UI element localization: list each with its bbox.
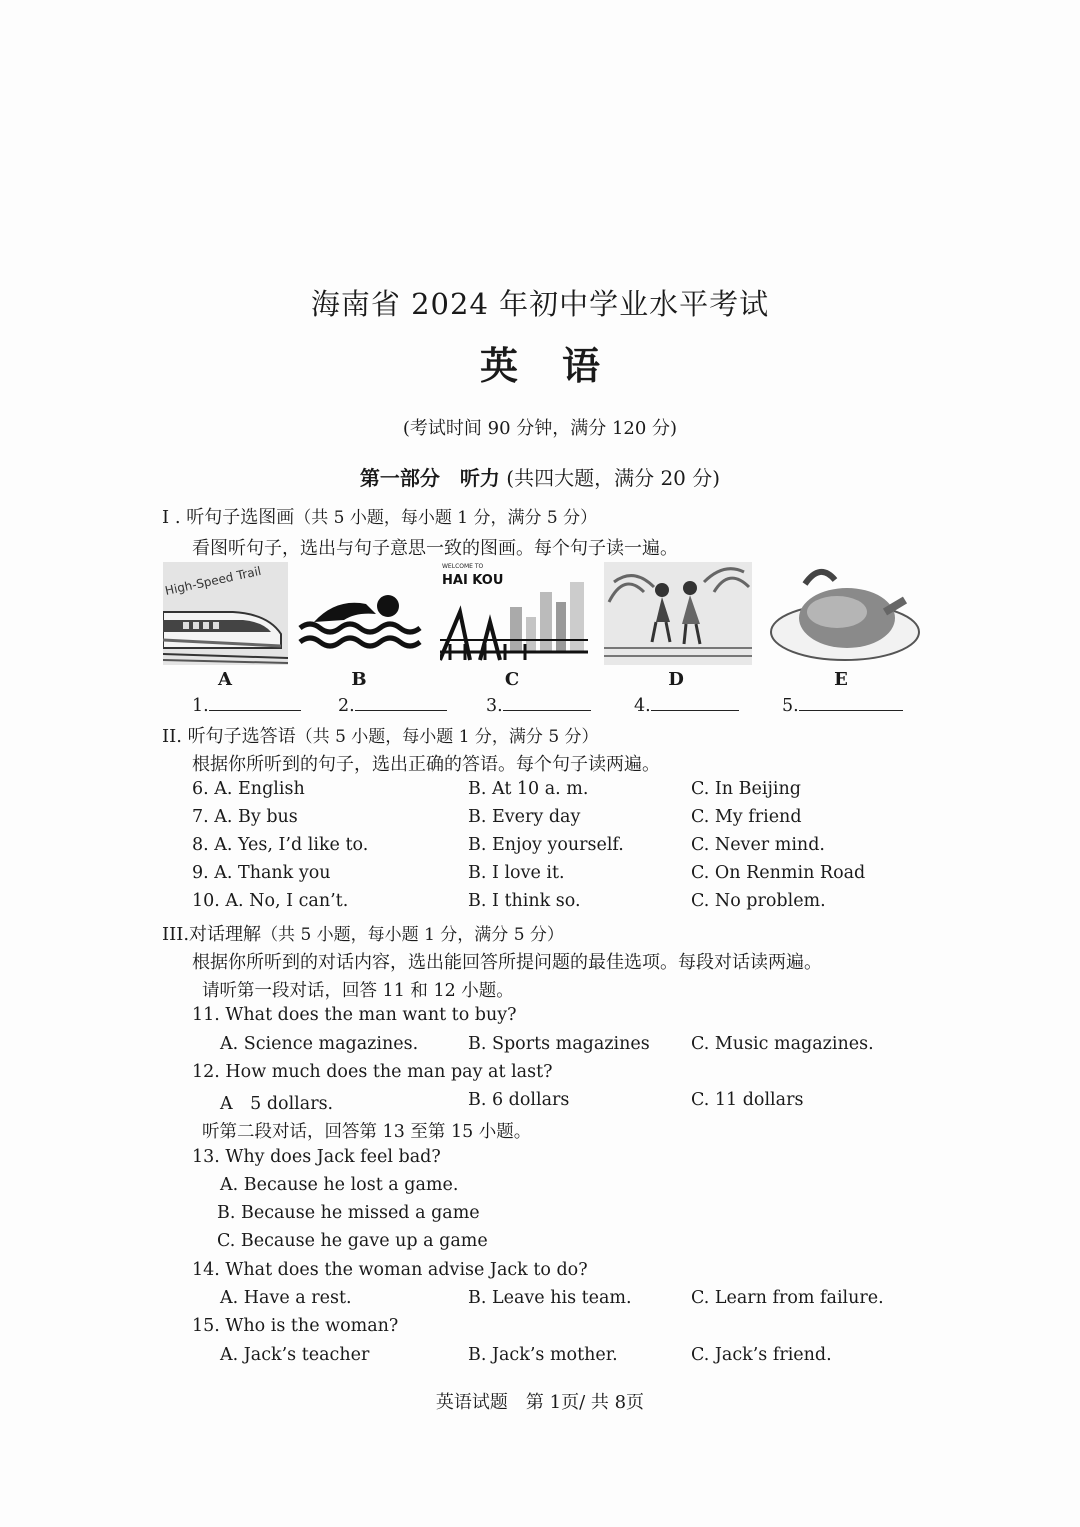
q14-option-a: A. Have a rest. (220, 1288, 352, 1308)
section1-heading (162, 503, 597, 529)
q11-option-a: A. Science magazines. (220, 1034, 419, 1054)
section2-heading (162, 722, 599, 748)
q11-option-b: B. Sports magazines (468, 1034, 650, 1054)
section3-note: （共 5 小题，每小题 1 分，满分 5 分） (261, 925, 564, 945)
section2-note: （共 5 小题，每小题 1 分，满分 5 分） (295, 727, 599, 747)
q7-option-b: B. Every day (468, 807, 581, 827)
train-icon (163, 562, 288, 665)
q13-option-b: B. Because he missed a game (217, 1203, 480, 1223)
q11-option-c: C. Music magazines. (691, 1034, 874, 1054)
part-heading-bold: 第一部分 听力 (359, 466, 500, 490)
exam-subject: 英语 (479, 343, 644, 388)
q6-option-c: C. In Beijing (691, 779, 801, 799)
q7-option-c: C. My friend (691, 807, 802, 827)
section1-instruction: 看图听句子，选出与句子意思一致的图画。每个句子读一遍。 (192, 538, 678, 559)
q15-option-a: A. Jack’s teacher (220, 1345, 370, 1365)
blank-line (355, 694, 447, 711)
q14-option-b: B. Leave his team. (468, 1288, 632, 1308)
part-heading-note: (共四大题，满分 20 分) (499, 466, 721, 490)
answer-blank-3[interactable] (486, 694, 591, 716)
dancers-icon (604, 562, 752, 665)
q13-question: 13. Why does Jack feel bad? (192, 1147, 441, 1167)
q11-question: 11. What does the man want to buy? (192, 1005, 517, 1025)
city-skyline-icon (440, 562, 588, 665)
picture-label-b: B (351, 669, 367, 690)
picture-label-c: C (504, 669, 520, 690)
train-caption: High-Speed Trail (163, 563, 263, 598)
q14-option-c: C. Learn from failure. (691, 1288, 884, 1308)
q8-option-c: C. Never mind. (691, 835, 825, 855)
answer-blank-4[interactable] (634, 694, 739, 716)
picture-label-a: A (218, 669, 232, 690)
section1-note: （共 5 小题，每小题 1 分，满分 5 分） (294, 508, 598, 528)
q6-option-b: B. At 10 a. m. (468, 779, 589, 799)
picture-a (163, 562, 288, 665)
exam-title: 海南省 2024 年初中学业水平考试 (310, 287, 770, 321)
dialog1-instruction: 请听第一段对话，回答 11 和 12 小题。 (202, 981, 514, 1001)
q12-option-c: C. 11 dollars (691, 1090, 804, 1110)
q6-option-a: 6. A. English (192, 779, 305, 799)
q12-question: 12. How much does the man pay at last? (192, 1062, 553, 1082)
section2-instruction: 根据你所听到的句子，选出正确的答语。每个句子读两遍。 (192, 754, 660, 775)
picture-b (296, 562, 424, 665)
picture-d (604, 562, 752, 665)
blank-line (503, 694, 591, 711)
q12-option-a: A 5 dollars. (220, 1094, 334, 1114)
q9-option-b: B. I love it. (468, 863, 565, 883)
blank-number: 1. (192, 696, 209, 716)
section3-heading (162, 920, 564, 946)
blank-number: 4. (634, 696, 651, 716)
page-footer: 英语试题 第 1页/ 共 8页 (435, 1392, 645, 1413)
picture-c (440, 562, 588, 665)
section3-title: III.对话理解 (162, 924, 262, 945)
section1-title: I . 听句子选图画 (162, 507, 295, 528)
q15-option-b: B. Jack’s mother. (468, 1345, 618, 1365)
answer-blank-5[interactable] (782, 694, 903, 716)
answer-blank-2[interactable] (338, 694, 447, 716)
q15-question: 15. Who is the woman? (192, 1316, 399, 1336)
q14-question: 14. What does the woman advise Jack to do? (192, 1260, 588, 1280)
q12-option-b: B. 6 dollars (468, 1090, 570, 1110)
q15-option-c: C. Jack’s friend. (691, 1345, 832, 1365)
q13-option-a: A. Because he lost a game. (220, 1175, 459, 1195)
section3-instruction: 根据你所听到的对话内容，选出能回答所提问题的最佳选项。每段对话读两遍。 (192, 952, 822, 973)
q13-option-c: C. Because he gave up a game (217, 1231, 488, 1251)
picture-label-d: D (668, 669, 684, 690)
q9-option-c: C. On Renmin Road (691, 863, 866, 883)
q8-option-a: 8. A. Yes, I’d like to. (192, 835, 369, 855)
part-heading (0, 462, 1080, 491)
blank-line (799, 694, 903, 711)
blank-number: 2. (338, 696, 355, 716)
q10-option-c: C. No problem. (691, 891, 826, 911)
dialog2-instruction: 听第二段对话，回答第 13 至第 15 小题。 (202, 1122, 532, 1142)
blank-number: 3. (486, 696, 503, 716)
swimmer-icon (296, 562, 424, 665)
picture-e (765, 562, 922, 665)
city-caption-name: HAI KOU (442, 573, 504, 588)
q7-option-a: 7. A. By bus (192, 807, 298, 827)
q10-option-b: B. I think so. (468, 891, 581, 911)
roast-chicken-icon (765, 562, 922, 665)
section2-title: II. 听句子选答语 (162, 726, 296, 747)
blank-line (209, 694, 301, 711)
picture-label-e: E (834, 669, 848, 690)
blank-number: 5. (782, 696, 799, 716)
city-caption-welcome: WELCOME TO (442, 563, 484, 570)
q9-option-a: 9. A. Thank you (192, 863, 331, 883)
q8-option-b: B. Enjoy yourself. (468, 835, 624, 855)
exam-time-info: (考试时间 90 分钟，满分 120 分) (402, 418, 678, 439)
answer-blank-1[interactable] (192, 694, 301, 716)
q10-option-a: 10. A. No, I can’t. (192, 891, 349, 911)
blank-line (651, 694, 739, 711)
